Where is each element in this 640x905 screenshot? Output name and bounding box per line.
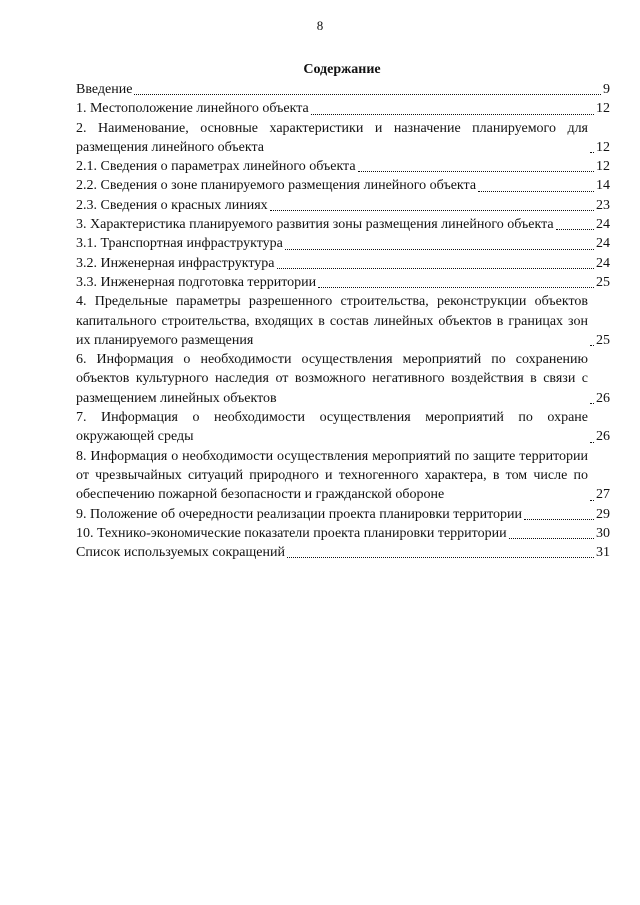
- toc-entry: [76, 543, 610, 562]
- dot-leader: [318, 287, 594, 288]
- toc-entry: [76, 350, 610, 408]
- toc-entry-title: 3. Характеристика планируемого развития зоны размещения линейного объекта: [76, 217, 554, 233]
- toc-entry: [76, 524, 610, 543]
- toc-entry: [76, 234, 610, 253]
- toc-entry-title: 2.3. Сведения о красных линиях: [76, 197, 268, 213]
- toc-entry-page: 26: [596, 390, 610, 406]
- toc-entry: [76, 196, 610, 215]
- toc-entry: [76, 273, 610, 292]
- toc-entry-page: 31: [596, 545, 610, 561]
- toc-entry: [76, 292, 610, 350]
- dot-leader: [590, 500, 594, 501]
- toc-entry: [76, 215, 610, 234]
- toc-entry: [76, 505, 610, 524]
- toc-entry: [76, 447, 610, 505]
- toc-entry-page: 24: [596, 217, 610, 233]
- toc-entry-title: Список используемых сокращений: [76, 545, 285, 561]
- toc-entry-title: 1. Местоположение линейного объекта: [76, 101, 309, 117]
- toc-entry-title: Введение: [76, 82, 133, 97]
- toc-entry-title: 3.2. Инженерная инфраструктура: [76, 255, 275, 271]
- dot-leader: [590, 152, 594, 153]
- toc-entry-page: 25: [596, 332, 610, 348]
- dot-leader: [509, 538, 594, 539]
- dot-leader: [285, 249, 594, 250]
- dot-leader: [590, 345, 594, 346]
- toc-entry-page: 12: [596, 101, 610, 117]
- dot-leader: [524, 519, 594, 520]
- toc-entry: [76, 254, 610, 273]
- toc-entry-title: 6. Информация о необходимости осуществления мероприятий по сохранению объектов культурного наследия от возможного негативного воздействия в связи с размещением линейных объектов: [76, 352, 588, 406]
- toc-entry: [76, 80, 610, 99]
- toc-entry-title: 10. Технико-экономические показатели проекта планировки территории: [76, 525, 507, 541]
- dot-leader: [478, 191, 594, 192]
- toc-entry-title: 9. Положение об очередности реализации проекта планировки территории: [76, 506, 523, 522]
- toc-entry-page: 29: [596, 506, 610, 522]
- toc-entry-page: 26: [596, 429, 610, 445]
- table-of-contents: [76, 80, 610, 562]
- dot-leader: [358, 171, 594, 172]
- toc-entry-page: 12: [596, 139, 610, 155]
- toc-entry-page: 30: [596, 525, 610, 541]
- toc-entry-title: 4. Предельные параметры разрешенного строительства, реконструкции объектов капитального строительства, входящих в состав линейных объектов в границах зон их планируемого размещения: [76, 294, 588, 348]
- toc-entry-page: 12: [596, 159, 610, 175]
- dot-leader: [590, 442, 594, 443]
- dot-leader: [311, 114, 594, 115]
- toc-entry-page: 25: [596, 274, 610, 290]
- toc-title: Содержание: [303, 62, 381, 77]
- page-number: 8: [316, 18, 324, 33]
- dot-leader: [134, 94, 601, 95]
- dot-leader: [556, 229, 594, 230]
- toc-entry-page: 14: [596, 178, 610, 194]
- toc-entry-title: 3.3. Инженерная подготовка территории: [76, 274, 317, 290]
- toc-entry-title: 7. Информация о необходимости осуществления мероприятий по охране окружающей среды: [76, 410, 588, 445]
- toc-entry-title: 8. Информация о необходимости осуществления мероприятий по защите территории от чрезвычайных ситуаций природного и техногенного характера, в том числе по обеспечению пожарной безопасности и гражданской обороне: [76, 448, 588, 503]
- toc-entry: [76, 157, 610, 176]
- toc-entry: [76, 99, 610, 118]
- toc-entry-page: 9: [603, 82, 610, 97]
- toc-entry-title: 3.1. Транспортная инфраструктура: [76, 236, 283, 252]
- toc-entry-title: 2.2. Сведения о зоне планируемого размещения линейного объекта: [76, 178, 477, 194]
- toc-entry: [76, 176, 610, 195]
- toc-entry-page: 23: [596, 197, 610, 213]
- toc-entry-page: 24: [596, 236, 610, 252]
- dot-leader: [270, 210, 594, 211]
- dot-leader: [277, 268, 594, 269]
- toc-entry-title: 2.1. Сведения о параметрах линейного объекта: [76, 159, 356, 175]
- dot-leader: [287, 557, 594, 558]
- toc-entry: [76, 408, 610, 447]
- toc-entry: [76, 119, 610, 158]
- toc-entry-page: 27: [596, 487, 610, 503]
- toc-entry-title: 2. Наименование, основные характеристики и назначение планируемого для размещения линейного объекта: [76, 120, 588, 155]
- toc-entry-page: 24: [596, 255, 610, 271]
- dot-leader: [590, 403, 594, 404]
